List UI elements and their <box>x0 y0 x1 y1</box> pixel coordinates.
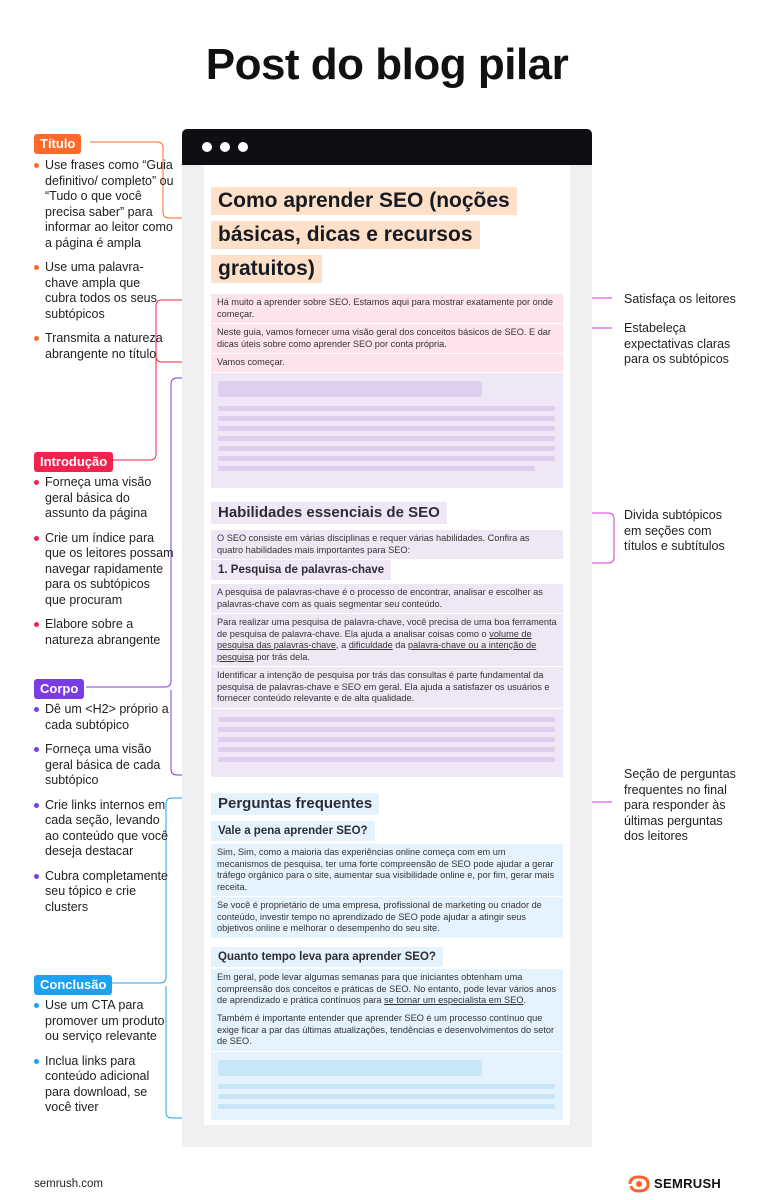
link[interactable]: palavra-chave ou a intenção de pesquisa <box>217 640 537 662</box>
list-item: Elabore sobre a natureza abrangente <box>34 617 174 648</box>
page-h2-faq: Perguntas frequentes <box>211 793 379 815</box>
conclusao-bullets <box>34 998 174 1125</box>
list-item: Forneça uma visão geral básica de cada subtópico <box>34 742 174 789</box>
list-item: Use frases como “Guia definitivo/ completo” ou “Tudo o que você precisa saber” para informar ao leitor como a página é ampla <box>34 158 174 251</box>
semrush-flame-icon <box>628 1175 650 1198</box>
brand-logo: SEMRUSH <box>654 1176 722 1191</box>
content-placeholder <box>211 1052 563 1120</box>
intro-paragraph: Há muito a aprender sobre SEO. Estamos aqui para mostrar exatamente por onde começar. <box>211 294 563 323</box>
footer-url: semrush.com <box>34 1178 104 1190</box>
list-item: Dê um <H2> próprio a cada subtópico <box>34 702 174 733</box>
list-item: Use um CTA para promover um produto ou serviço relevante <box>34 998 174 1045</box>
list-item: Transmita a natureza abrangente no título <box>34 331 174 362</box>
list-item: Crie um índice para que os leitores possam navegar rapidamente para os subtópicos que procuram <box>34 531 174 609</box>
window-dot-icon <box>202 142 212 152</box>
note-satisfy-readers: Satisfaça os leitores <box>624 292 736 306</box>
infographic-title: Post do blog pilar <box>205 40 569 89</box>
intro-paragraph: Vamos começar. <box>211 354 563 372</box>
page-h1-line: básicas, dicas e recursos <box>211 221 480 249</box>
link[interactable]: volume de pesquisa das palavras-chave <box>217 628 532 650</box>
label-titulo: Título <box>34 134 81 154</box>
content-placeholder <box>211 373 563 488</box>
corpo-bullets <box>34 702 174 924</box>
list-item: Crie links internos em cada seção, levando ao conteúdo que você deseja destacar <box>34 798 174 860</box>
label-conclusao: Conclusão <box>34 975 112 995</box>
list-item: Forneça uma visão geral básica do assunto da página <box>34 475 174 522</box>
keyword-paragraph: Identificar a intenção de pesquisa por trás das consultas é parte fundamental da pesquisa de palavras-chave e SEO em geral. Ela ajuda a satisfazer os usuários e fornecer conteúdo relevante e de alta qualidade. <box>211 667 563 708</box>
faq-question: Vale a pena aprender SEO? <box>211 821 375 841</box>
browser-titlebar <box>182 129 592 165</box>
link[interactable]: dificuldade <box>348 640 393 650</box>
faq-question: Quanto tempo leva para aprender SEO? <box>211 947 443 967</box>
list-item: Inclua links para conteúdo adicional para download, se você tiver <box>34 1054 174 1116</box>
keyword-paragraph: Para realizar uma pesquisa de palavra-chave, você precisa de uma boa ferramenta de pesquisa de palavra-chave. Ela ajuda a analisar coisas como o volume de pesquisa das palavras-chave, a dificuldade da palavra-chave ou a intenção de pesquisa por trás dela. <box>211 614 563 666</box>
link[interactable]: se tornar um especialista em SEO <box>384 995 524 1005</box>
note-divide-subtopics: Divida subtópicos em seções com títulos e subtítulos <box>624 508 725 553</box>
intro-paragraph: Neste guia, vamos fornecer uma visão geral dos conceitos básicos de SEO. E dar dicas úteis sobre como aprender SEO por conta própria. <box>211 324 563 353</box>
window-dot-icon <box>238 142 248 152</box>
skills-paragraph: O SEO consiste em várias disciplinas e requer várias habilidades. Confira as quatro habilidades mais importantes para SEO: <box>211 530 563 559</box>
page-h1-line: gratuitos) <box>211 255 322 283</box>
faq-answer: Se você é proprietário de uma empresa, profissional de marketing ou criador de conteúdo, investir tempo no aprendizado de SEO pode ajudar a atingir seus objetivos online e melhorar o desempenho do seu site. <box>211 897 563 938</box>
keyword-paragraph: A pesquisa de palavras-chave é o processo de encontrar, analisar e escolher as palavras-chave com as quais segmentar seu conteúdo. <box>211 584 563 613</box>
page-h3-keyword: 1. Pesquisa de palavras-chave <box>211 560 391 580</box>
label-corpo: Corpo <box>34 679 84 699</box>
faq-answer: Em geral, pode levar algumas semanas para que iniciantes obtenham uma compreensão dos conceitos e práticas de SEO. No entanto, pode levar vários anos de aprendizado e prática contínuos para se tornar um especialista em SEO. <box>211 969 563 1010</box>
list-item: Use uma palavra-chave ampla que cubra todos os seus subtópicos <box>34 260 174 322</box>
content-placeholder <box>211 709 563 777</box>
label-introducao: Introdução <box>34 452 113 472</box>
page-h1-line: Como aprender SEO (noções <box>211 187 517 215</box>
faq-answer: Sim, Sim, como a maioria das experiências online começa com em um mecanismos de pesquisa, ter uma forte compreensão de SEO pode ajudar a gerar tráfego orgânico para o site, aumentar sua visibilidade online e, por fim, gerar mais receita. <box>211 844 563 896</box>
introducao-bullets <box>34 475 174 657</box>
note-faq-section: Seção de perguntas frequentes no final para responder às últimas perguntas dos leitores <box>624 767 736 843</box>
page-h2-skills: Habilidades essenciais de SEO <box>211 502 447 524</box>
window-dot-icon <box>220 142 230 152</box>
faq-answer: Também é importante entender que aprender SEO é um processo contínuo que exige ficar a par das últimas atualizações, tendências e desenvolvimentos do setor de SEO. <box>211 1010 563 1051</box>
titulo-bullets <box>34 158 174 371</box>
note-expectations: Estabeleça expectativas claras para os subtópicos <box>624 321 731 366</box>
list-item: Cubra completamente seu tópico e crie clusters <box>34 869 174 916</box>
